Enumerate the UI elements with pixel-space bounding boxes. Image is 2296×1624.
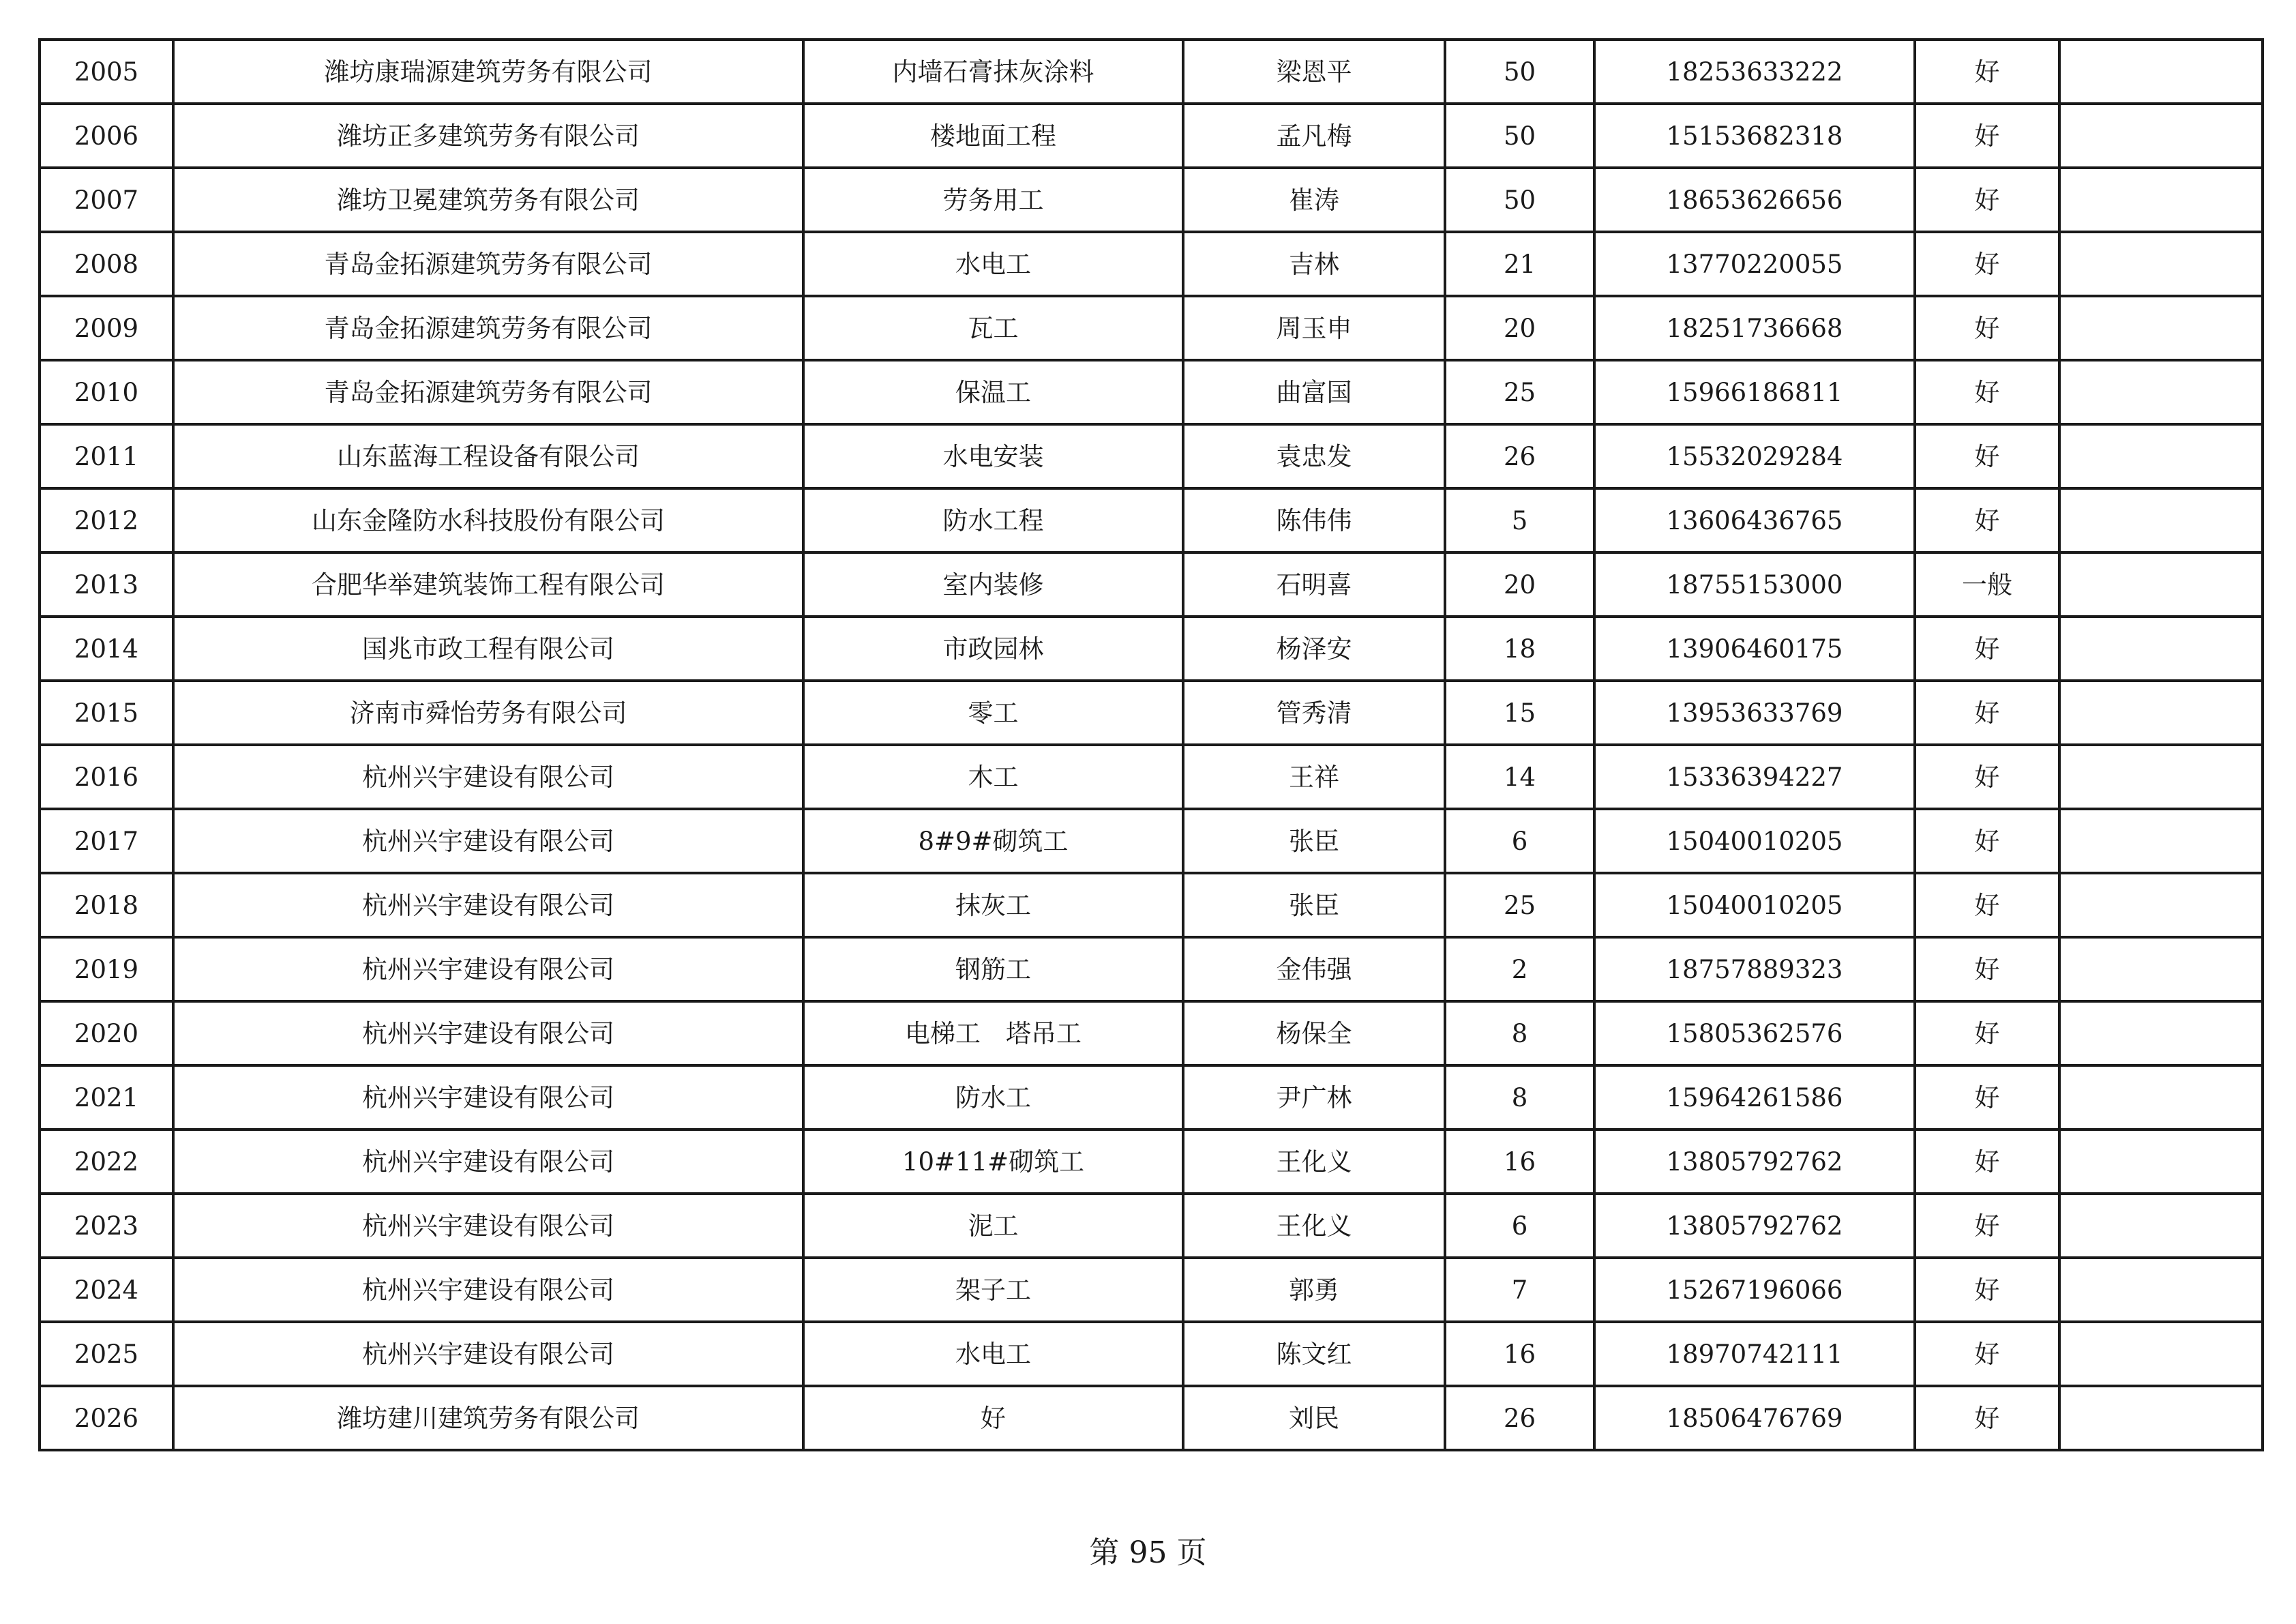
table-row (40, 296, 2263, 360)
headcount-cell: 50 (1445, 104, 1594, 168)
company-name-cell: 杭州兴宇建设有限公司 (173, 809, 803, 873)
remarks-cell (2059, 552, 2263, 617)
company-name-cell: 杭州兴宇建设有限公司 (173, 1065, 803, 1130)
contact-person-cell: 杨泽安 (1183, 617, 1445, 681)
phone-cell: 15336394227 (1594, 745, 1915, 809)
rating-cell: 好 (1915, 232, 2059, 296)
phone-cell: 15805362576 (1594, 1001, 1915, 1065)
table-row (40, 1386, 2263, 1450)
phone-cell: 18506476769 (1594, 1386, 1915, 1450)
contact-person-cell: 崔涛 (1183, 168, 1445, 232)
rating-cell: 好 (1915, 40, 2059, 104)
remarks-cell (2059, 1322, 2263, 1386)
phone-cell: 18970742111 (1594, 1322, 1915, 1386)
headcount-cell: 25 (1445, 360, 1594, 424)
row-number-cell: 2015 (40, 681, 173, 745)
trade-cell: 好 (803, 1386, 1183, 1450)
remarks-cell (2059, 104, 2263, 168)
phone-cell: 15153682318 (1594, 104, 1915, 168)
table-row (40, 1322, 2263, 1386)
phone-cell: 15964261586 (1594, 1065, 1915, 1130)
phone-cell: 13906460175 (1594, 617, 1915, 681)
rating-cell: 好 (1915, 1130, 2059, 1194)
row-number-cell: 2011 (40, 424, 173, 488)
trade-cell: 瓦工 (803, 296, 1183, 360)
remarks-cell (2059, 1194, 2263, 1258)
company-name-cell: 杭州兴宇建设有限公司 (173, 1001, 803, 1065)
remarks-cell (2059, 1258, 2263, 1322)
table-row (40, 681, 2263, 745)
contact-person-cell: 陈文红 (1183, 1322, 1445, 1386)
row-number-cell: 2018 (40, 873, 173, 937)
company-name-cell: 杭州兴宇建设有限公司 (173, 745, 803, 809)
company-name-cell: 山东蓝海工程设备有限公司 (173, 424, 803, 488)
row-number-cell: 2025 (40, 1322, 173, 1386)
rating-cell: 好 (1915, 1258, 2059, 1322)
row-number-cell: 2013 (40, 552, 173, 617)
trade-cell: 钢筋工 (803, 937, 1183, 1001)
table-row (40, 104, 2263, 168)
contact-person-cell: 吉林 (1183, 232, 1445, 296)
row-number-cell: 2023 (40, 1194, 173, 1258)
headcount-cell: 6 (1445, 809, 1594, 873)
headcount-cell: 26 (1445, 424, 1594, 488)
rating-cell: 一般 (1915, 552, 2059, 617)
remarks-cell (2059, 360, 2263, 424)
row-number-cell: 2017 (40, 809, 173, 873)
company-name-cell: 杭州兴宇建设有限公司 (173, 1130, 803, 1194)
contact-person-cell: 石明喜 (1183, 552, 1445, 617)
remarks-cell (2059, 1001, 2263, 1065)
remarks-cell (2059, 424, 2263, 488)
contact-person-cell: 陈伟伟 (1183, 488, 1445, 552)
remarks-cell (2059, 1130, 2263, 1194)
rating-cell: 好 (1915, 104, 2059, 168)
trade-cell: 水电工 (803, 1322, 1183, 1386)
contact-person-cell: 刘民 (1183, 1386, 1445, 1450)
rating-cell: 好 (1915, 1322, 2059, 1386)
contact-person-cell: 周玉申 (1183, 296, 1445, 360)
headcount-cell: 18 (1445, 617, 1594, 681)
rating-cell: 好 (1915, 296, 2059, 360)
contact-person-cell: 梁恩平 (1183, 40, 1445, 104)
row-number-cell: 2012 (40, 488, 173, 552)
table-row (40, 937, 2263, 1001)
row-number-cell: 2016 (40, 745, 173, 809)
contact-person-cell: 张臣 (1183, 809, 1445, 873)
headcount-cell: 26 (1445, 1386, 1594, 1450)
company-name-cell: 潍坊康瑞源建筑劳务有限公司 (173, 40, 803, 104)
contact-person-cell: 曲富国 (1183, 360, 1445, 424)
row-number-cell: 2009 (40, 296, 173, 360)
table-row (40, 745, 2263, 809)
phone-cell: 15040010205 (1594, 809, 1915, 873)
company-name-cell: 杭州兴宇建设有限公司 (173, 873, 803, 937)
company-name-cell: 杭州兴宇建设有限公司 (173, 1258, 803, 1322)
trade-cell: 防水工程 (803, 488, 1183, 552)
rating-cell: 好 (1915, 1065, 2059, 1130)
table-row (40, 1130, 2263, 1194)
headcount-cell: 50 (1445, 168, 1594, 232)
table-row (40, 360, 2263, 424)
company-name-cell: 潍坊建川建筑劳务有限公司 (173, 1386, 803, 1450)
phone-cell: 18757889323 (1594, 937, 1915, 1001)
phone-cell: 13770220055 (1594, 232, 1915, 296)
company-name-cell: 杭州兴宇建设有限公司 (173, 937, 803, 1001)
phone-cell: 15966186811 (1594, 360, 1915, 424)
rating-cell: 好 (1915, 937, 2059, 1001)
trade-cell: 保温工 (803, 360, 1183, 424)
company-name-cell: 青岛金拓源建筑劳务有限公司 (173, 232, 803, 296)
phone-cell: 18755153000 (1594, 552, 1915, 617)
company-name-cell: 杭州兴宇建设有限公司 (173, 1322, 803, 1386)
company-name-cell: 国兆市政工程有限公司 (173, 617, 803, 681)
table-row (40, 1001, 2263, 1065)
headcount-cell: 21 (1445, 232, 1594, 296)
table-row (40, 168, 2263, 232)
headcount-cell: 2 (1445, 937, 1594, 1001)
table-row (40, 1194, 2263, 1258)
headcount-cell: 25 (1445, 873, 1594, 937)
rating-cell: 好 (1915, 360, 2059, 424)
phone-cell: 18253633222 (1594, 40, 1915, 104)
rating-cell: 好 (1915, 1001, 2059, 1065)
row-number-cell: 2006 (40, 104, 173, 168)
headcount-cell: 20 (1445, 296, 1594, 360)
table-row (40, 617, 2263, 681)
table-row (40, 424, 2263, 488)
row-number-cell: 2010 (40, 360, 173, 424)
headcount-cell: 14 (1445, 745, 1594, 809)
table-row (40, 1258, 2263, 1322)
remarks-cell (2059, 809, 2263, 873)
table-row (40, 809, 2263, 873)
row-number-cell: 2019 (40, 937, 173, 1001)
row-number-cell: 2021 (40, 1065, 173, 1130)
table-row (40, 232, 2263, 296)
contact-person-cell: 王祥 (1183, 745, 1445, 809)
phone-cell: 13606436765 (1594, 488, 1915, 552)
company-name-cell: 济南市舜怡劳务有限公司 (173, 681, 803, 745)
headcount-cell: 7 (1445, 1258, 1594, 1322)
rating-cell: 好 (1915, 873, 2059, 937)
remarks-cell (2059, 40, 2263, 104)
rating-cell: 好 (1915, 681, 2059, 745)
contact-person-cell: 王化义 (1183, 1194, 1445, 1258)
rating-cell: 好 (1915, 1386, 2059, 1450)
headcount-cell: 50 (1445, 40, 1594, 104)
phone-cell: 15532029284 (1594, 424, 1915, 488)
table-row (40, 552, 2263, 617)
table-body (40, 40, 2263, 1450)
trade-cell: 抹灰工 (803, 873, 1183, 937)
row-number-cell: 2005 (40, 40, 173, 104)
phone-cell: 18251736668 (1594, 296, 1915, 360)
remarks-cell (2059, 1065, 2263, 1130)
remarks-cell (2059, 488, 2263, 552)
headcount-cell: 8 (1445, 1065, 1594, 1130)
trade-cell: 零工 (803, 681, 1183, 745)
headcount-cell: 6 (1445, 1194, 1594, 1258)
phone-cell: 15040010205 (1594, 873, 1915, 937)
trade-cell: 电梯工 塔吊工 (803, 1001, 1183, 1065)
trade-cell: 水电安装 (803, 424, 1183, 488)
company-name-cell: 青岛金拓源建筑劳务有限公司 (173, 296, 803, 360)
trade-cell: 泥工 (803, 1194, 1183, 1258)
remarks-cell (2059, 745, 2263, 809)
headcount-cell: 8 (1445, 1001, 1594, 1065)
row-number-cell: 2026 (40, 1386, 173, 1450)
table-row (40, 40, 2263, 104)
trade-cell: 8#9#砌筑工 (803, 809, 1183, 873)
contact-person-cell: 杨保全 (1183, 1001, 1445, 1065)
rating-cell: 好 (1915, 617, 2059, 681)
phone-cell: 13805792762 (1594, 1194, 1915, 1258)
phone-cell: 18653626656 (1594, 168, 1915, 232)
remarks-cell (2059, 1386, 2263, 1450)
contact-person-cell: 金伟强 (1183, 937, 1445, 1001)
trade-cell: 水电工 (803, 232, 1183, 296)
phone-cell: 13953633769 (1594, 681, 1915, 745)
remarks-cell (2059, 232, 2263, 296)
row-number-cell: 2008 (40, 232, 173, 296)
contact-person-cell: 郭勇 (1183, 1258, 1445, 1322)
remarks-cell (2059, 168, 2263, 232)
contact-person-cell: 袁忠发 (1183, 424, 1445, 488)
trade-cell: 内墙石膏抹灰涂料 (803, 40, 1183, 104)
company-name-cell: 杭州兴宇建设有限公司 (173, 1194, 803, 1258)
row-number-cell: 2024 (40, 1258, 173, 1322)
contact-person-cell: 张臣 (1183, 873, 1445, 937)
contact-person-cell: 尹广林 (1183, 1065, 1445, 1130)
remarks-cell (2059, 873, 2263, 937)
rating-cell: 好 (1915, 1194, 2059, 1258)
remarks-cell (2059, 937, 2263, 1001)
remarks-cell (2059, 617, 2263, 681)
headcount-cell: 20 (1445, 552, 1594, 617)
remarks-cell (2059, 681, 2263, 745)
rating-cell: 好 (1915, 424, 2059, 488)
row-number-cell: 2022 (40, 1130, 173, 1194)
trade-cell: 防水工 (803, 1065, 1183, 1130)
remarks-cell (2059, 296, 2263, 360)
row-number-cell: 2014 (40, 617, 173, 681)
headcount-cell: 16 (1445, 1322, 1594, 1386)
contact-person-cell: 孟凡梅 (1183, 104, 1445, 168)
trade-cell: 10#11#砌筑工 (803, 1130, 1183, 1194)
rating-cell: 好 (1915, 745, 2059, 809)
row-number-cell: 2020 (40, 1001, 173, 1065)
contact-person-cell: 王化义 (1183, 1130, 1445, 1194)
table-row (40, 873, 2263, 937)
page-number: 第 95 页 (1089, 1535, 1207, 1570)
headcount-cell: 15 (1445, 681, 1594, 745)
rating-cell: 好 (1915, 488, 2059, 552)
company-name-cell: 山东金隆防水科技股份有限公司 (173, 488, 803, 552)
trade-cell: 架子工 (803, 1258, 1183, 1322)
phone-cell: 13805792762 (1594, 1130, 1915, 1194)
table-row (40, 1065, 2263, 1130)
company-name-cell: 潍坊卫冕建筑劳务有限公司 (173, 168, 803, 232)
headcount-cell: 5 (1445, 488, 1594, 552)
phone-cell: 15267196066 (1594, 1258, 1915, 1322)
company-name-cell: 潍坊正多建筑劳务有限公司 (173, 104, 803, 168)
row-number-cell: 2007 (40, 168, 173, 232)
company-name-cell: 合肥华举建筑装饰工程有限公司 (173, 552, 803, 617)
rating-cell: 好 (1915, 809, 2059, 873)
trade-cell: 室内装修 (803, 552, 1183, 617)
trade-cell: 木工 (803, 745, 1183, 809)
table-row (40, 488, 2263, 552)
headcount-cell: 16 (1445, 1130, 1594, 1194)
trade-cell: 劳务用工 (803, 168, 1183, 232)
company-name-cell: 青岛金拓源建筑劳务有限公司 (173, 360, 803, 424)
trade-cell: 楼地面工程 (803, 104, 1183, 168)
contact-person-cell: 管秀清 (1183, 681, 1445, 745)
supplier-table (38, 38, 2264, 1451)
trade-cell: 市政园林 (803, 617, 1183, 681)
rating-cell: 好 (1915, 168, 2059, 232)
